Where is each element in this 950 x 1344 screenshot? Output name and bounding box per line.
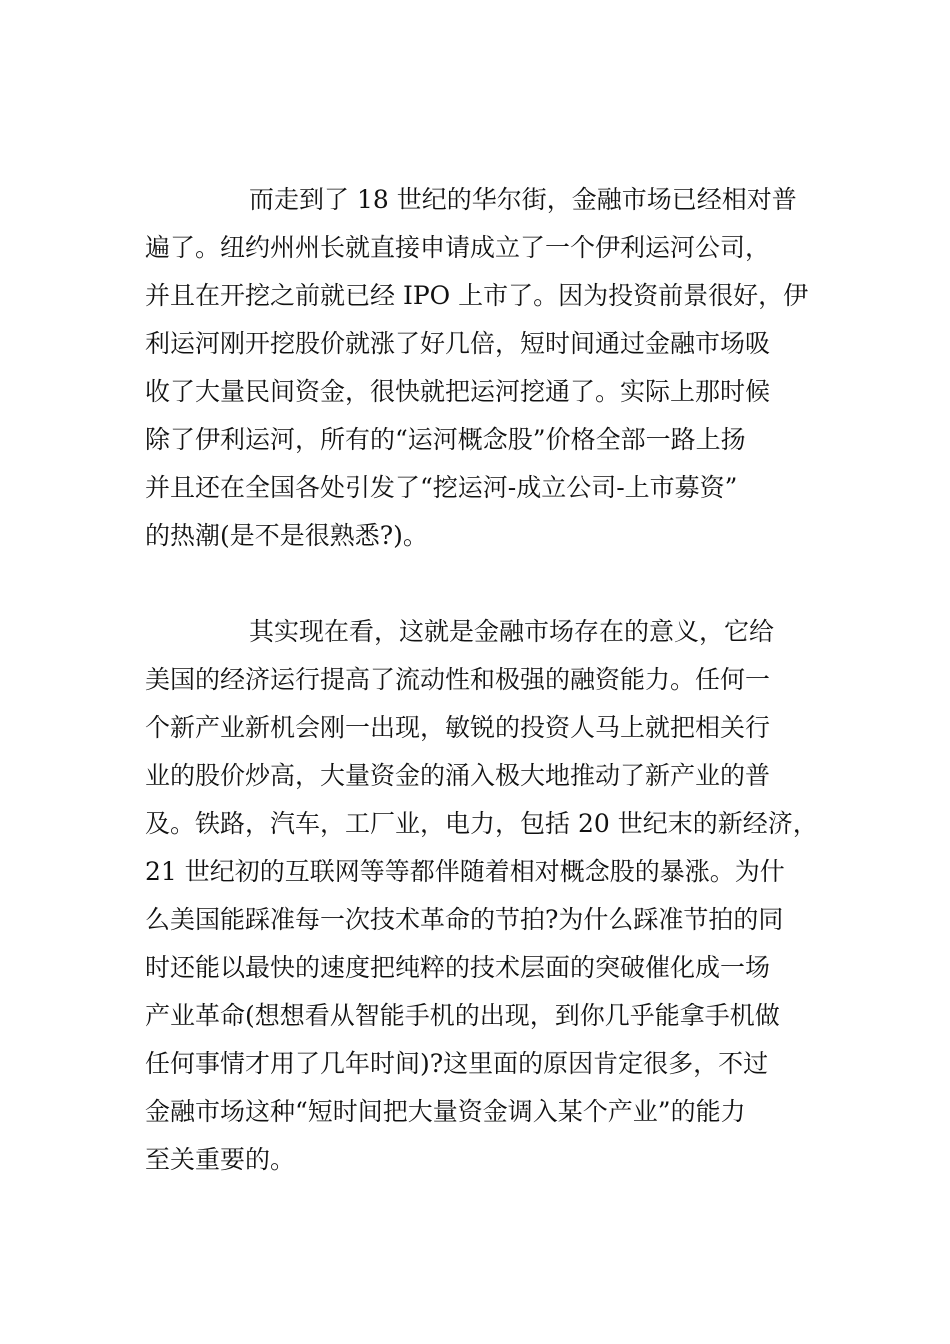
paragraph-line: 的热潮(是不是很熟悉?)。 <box>145 521 428 550</box>
paragraph-line: 并且在开挖之前就已经 IPO 上市了。因为投资前景很好，伊 <box>145 281 809 310</box>
paragraph-line: 金融市场这种“短时间把大量资金调入某个产业”的能力 <box>145 1097 746 1126</box>
paragraph-line: 而走到了 18 世纪的华尔街，金融市场已经相对普 <box>249 185 797 214</box>
paragraph-line: 至关重要的。 <box>145 1145 296 1174</box>
paragraph-line: 其实现在看，这就是金融市场存在的意义，它给 <box>249 617 775 646</box>
paragraph-line: 产业革命(想想看从智能手机的出现，到你几乎能拿手机做 <box>145 1001 780 1030</box>
paragraph-line: 美国的经济运行提高了流动性和极强的融资能力。任何一 <box>145 665 771 694</box>
paragraph-line: 利运河刚开挖股价就涨了好几倍，短时间通过金融市场吸 <box>145 329 771 358</box>
paragraph-financial-market <box>145 608 825 1184</box>
paragraph-line: 除了伊利运河，所有的“运河概念股”价格全部一路上扬 <box>145 425 746 454</box>
paragraph-line: 并且还在全国各处引发了“挖运河-成立公司-上市募资” <box>145 473 738 502</box>
paragraph-line: 遍了。纽约州州长就直接申请成立了一个伊利运河公司， <box>145 233 771 262</box>
body-text <box>145 176 825 1184</box>
paragraph-line: 业的股价炒高，大量资金的涌入极大地推动了新产业的普 <box>145 761 771 790</box>
paragraph-line: 收了大量民间资金，很快就把运河挖通了。实际上那时候 <box>145 377 771 406</box>
paragraph-line: 任何事情才用了几年时间)?这里面的原因肯定很多，不过 <box>145 1049 769 1078</box>
paragraph-erie-canal <box>145 176 825 560</box>
paragraph-line: 及。铁路，汽车，工厂业，电力，包括 20 世纪末的新经济， <box>145 809 818 838</box>
paragraph-line: 21 世纪初的互联网等等都伴随着相对概念股的暴涨。为什 <box>145 857 785 886</box>
paragraph-line: 么美国能踩准每一次技术革命的节拍?为什么踩准节拍的同 <box>145 905 784 934</box>
paragraph-line: 个新产业新机会刚一出现，敏锐的投资人马上就把相关行 <box>145 713 771 742</box>
paragraph-line: 时还能以最快的速度把纯粹的技术层面的突破催化成一场 <box>145 953 771 982</box>
